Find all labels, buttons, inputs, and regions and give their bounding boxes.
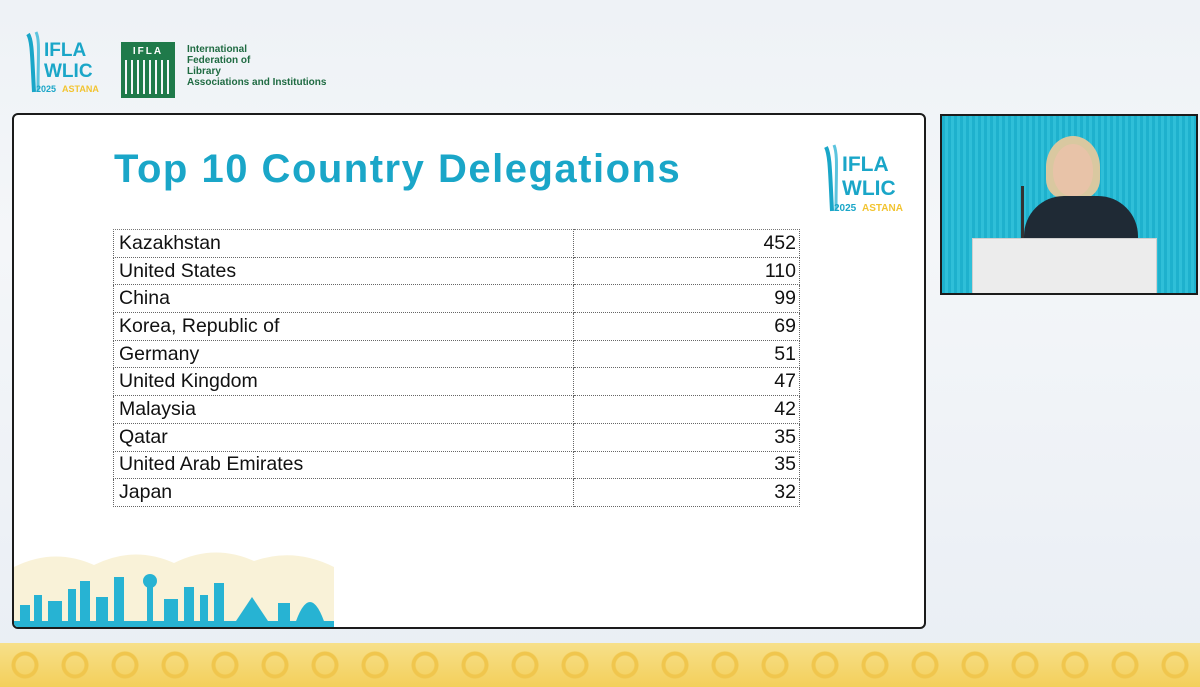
count-cell: 35 — [574, 423, 800, 451]
table-row — [114, 230, 800, 258]
speaker-head — [1053, 144, 1093, 196]
podium — [972, 238, 1157, 295]
logo-city-text: ASTANA — [62, 84, 99, 94]
country-cell: Japan — [114, 479, 574, 507]
country-cell: China — [114, 285, 574, 313]
country-cell: United Arab Emirates — [114, 451, 574, 479]
table-row — [114, 257, 800, 285]
astana-skyline-decoration — [14, 537, 334, 627]
slide-ifla-wlic-logo — [818, 141, 906, 221]
slide-logo-year-text: 2025 — [834, 203, 857, 214]
table-row — [114, 313, 800, 341]
delegations-table — [113, 229, 800, 507]
table-row — [114, 285, 800, 313]
org-name-line: Associations and Institutions — [187, 77, 327, 88]
ornamental-border — [0, 643, 1200, 687]
country-cell: Kazakhstan — [114, 230, 574, 258]
logo-wlic-text: WLIC — [44, 61, 93, 82]
logo-ifla-text: IFLA — [44, 40, 87, 61]
table-row — [114, 451, 800, 479]
country-cell: United States — [114, 257, 574, 285]
count-cell: 32 — [574, 479, 800, 507]
ifla-wlic-logo — [22, 30, 102, 102]
slide-logo-city-text: ASTANA — [862, 203, 903, 214]
speaker-video-feed — [940, 114, 1198, 295]
count-cell: 110 — [574, 257, 800, 285]
count-cell: 452 — [574, 230, 800, 258]
org-name-line: Federation of — [187, 55, 251, 66]
ifla-org-logo-pattern — [125, 60, 171, 94]
count-cell: 42 — [574, 396, 800, 424]
count-cell: 47 — [574, 368, 800, 396]
slide-logo-wlic-text: WLIC — [842, 177, 896, 200]
count-cell: 51 — [574, 340, 800, 368]
table-row — [114, 368, 800, 396]
slide-title: Top 10 Country Delegations — [114, 147, 682, 191]
org-name — [187, 44, 347, 88]
country-cell: Qatar — [114, 423, 574, 451]
table-row — [114, 423, 800, 451]
country-cell: United Kingdom — [114, 368, 574, 396]
presentation-slide — [12, 113, 926, 629]
org-name-line: International — [187, 44, 248, 55]
table-row — [114, 340, 800, 368]
slide-logo-ifla-text: IFLA — [842, 153, 889, 176]
microphone-icon — [1021, 186, 1024, 242]
ifla-org-logo-label: IFLA — [132, 46, 164, 57]
count-cell: 99 — [574, 285, 800, 313]
ifla-org-logo — [121, 42, 175, 98]
country-cell: Malaysia — [114, 396, 574, 424]
count-cell: 69 — [574, 313, 800, 341]
count-cell: 35 — [574, 451, 800, 479]
logo-year-text: 2025 — [36, 84, 57, 94]
table-row — [114, 479, 800, 507]
country-cell: Korea, Republic of — [114, 313, 574, 341]
table-row — [114, 396, 800, 424]
country-cell: Germany — [114, 340, 574, 368]
org-name-line: Library — [187, 66, 221, 77]
